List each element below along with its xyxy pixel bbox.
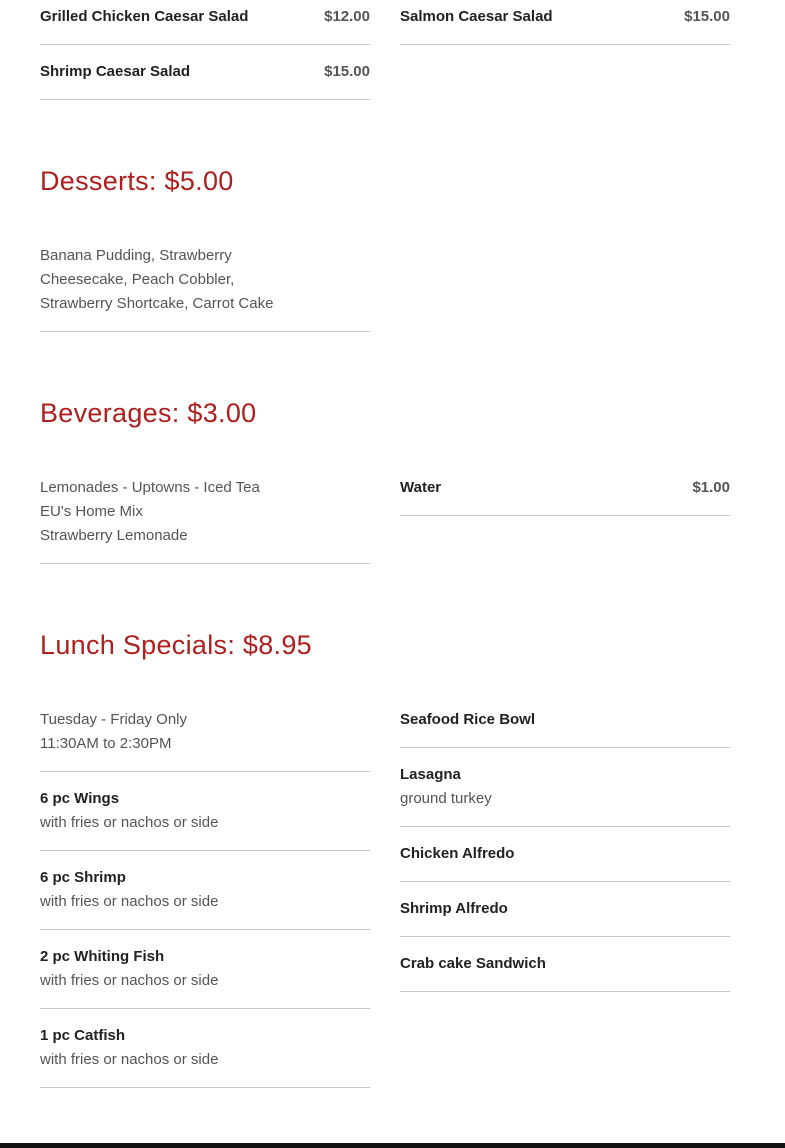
item-price: $1.00: [692, 479, 730, 496]
desserts-items-text: Banana Pudding, Strawberry Cheesecake, Peach Cobbler, Strawberry Shortcake, Carrot Cake: [40, 247, 274, 312]
item-name: 6 pc Shrimp: [40, 869, 126, 886]
item-price: $12.00: [324, 8, 370, 25]
desserts-list: [40, 244, 370, 332]
item-price: $15.00: [324, 63, 370, 80]
item-desc: ground turkey: [400, 790, 492, 807]
beverage-line: Strawberry Lemonade: [40, 527, 188, 544]
menu-item-6pc-shrimp: [40, 866, 370, 930]
menu-item-shrimp-alfredo: [400, 897, 730, 937]
item-price: $15.00: [684, 8, 730, 25]
availability-hours: 11:30AM to 2:30PM: [40, 735, 172, 752]
menu-item-seafood-rice-bowl: [400, 708, 730, 748]
item-name: Grilled Chicken Caesar Salad: [40, 8, 249, 25]
menu-item-salmon-caesar-salad: [400, 5, 730, 45]
lunch-specials-heading: Lunch Specials: $8.95: [40, 630, 312, 660]
item-name: Shrimp Alfredo: [400, 900, 508, 917]
item-row: [40, 5, 370, 29]
item-name: Lasagna: [400, 766, 461, 783]
item-name: 1 pc Catfish: [40, 1027, 126, 1044]
item-name: Crab cake Sandwich: [400, 955, 546, 972]
beverage-line: EU's Home Mix: [40, 503, 143, 520]
item-name: Water: [400, 479, 442, 496]
item-name: 6 pc Wings: [40, 790, 120, 807]
menu-item-crab-cake-sandwich: [400, 952, 730, 992]
item-row: [400, 5, 730, 29]
beverages-heading: Beverages: $3.00: [40, 398, 257, 428]
item-name: Salmon Caesar Salad: [400, 8, 553, 25]
item-row: [400, 476, 730, 500]
item-name: 2 pc Whiting Fish: [40, 948, 165, 965]
lunch-availability: [40, 708, 370, 772]
menu-item-6pc-wings: [40, 787, 370, 851]
availability-days: Tuesday - Friday Only: [40, 711, 187, 728]
desserts-heading: Desserts: $5.00: [40, 166, 234, 196]
item-name: Shrimp Caesar Salad: [40, 63, 191, 80]
menu-item-chicken-alfredo: [400, 842, 730, 882]
menu-item-water: [400, 476, 730, 516]
menu-item-shrimp-caesar-salad: [40, 60, 370, 100]
item-name: Chicken Alfredo: [400, 845, 515, 862]
beverage-line: Lemonades - Uptowns - Iced Tea: [40, 479, 260, 496]
menu-item-2pc-whiting-fish: [40, 945, 370, 1009]
menu-item-lasagna: [400, 763, 730, 827]
item-desc: with fries or nachos or side: [40, 972, 219, 989]
beverages-list: [40, 476, 370, 564]
item-row: [40, 60, 370, 84]
footer-bar: [0, 1143, 785, 1148]
menu-item-grilled-chicken-caesar-salad: [40, 5, 370, 45]
item-desc: with fries or nachos or side: [40, 893, 219, 910]
item-name: Seafood Rice Bowl: [400, 711, 536, 728]
menu-item-1pc-catfish: [40, 1024, 370, 1088]
item-desc: with fries or nachos or side: [40, 814, 219, 831]
item-desc: with fries or nachos or side: [40, 1051, 219, 1068]
